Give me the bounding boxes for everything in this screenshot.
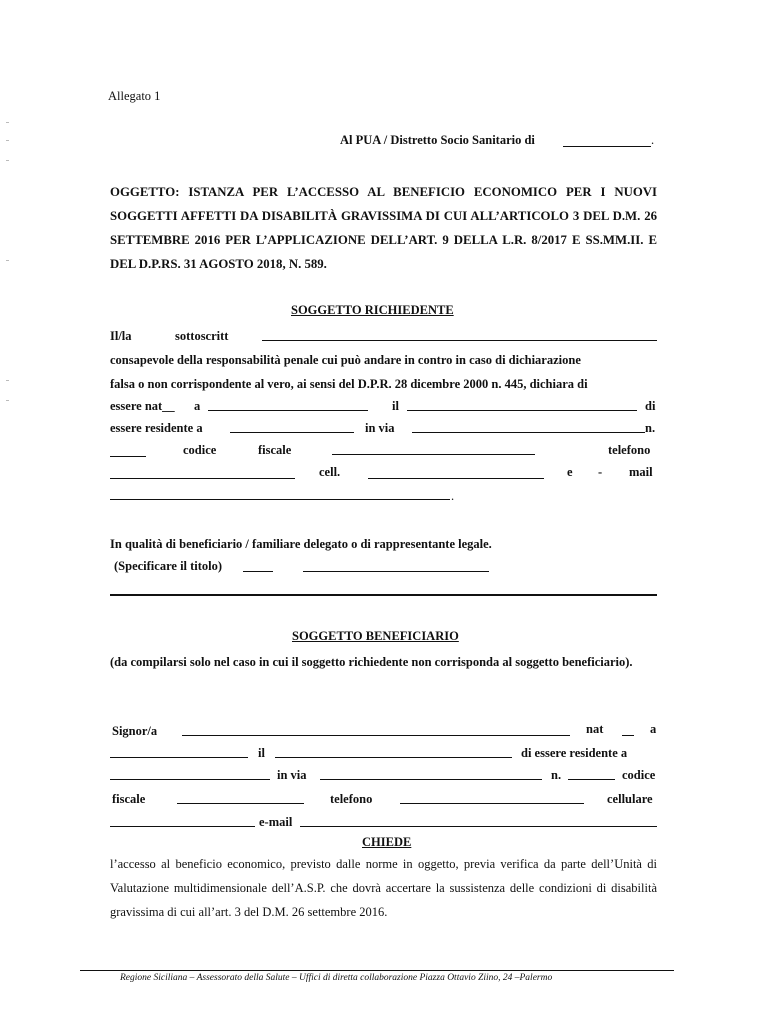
- richiedente-heading: SOGGETTO RICHIEDENTE: [291, 303, 454, 317]
- scan-mark: [6, 160, 9, 161]
- richiedente-line2: consapevole della responsabilità penale cui può andare in contro in caso di dichiarazione: [110, 353, 581, 367]
- subject: OGGETTO: ISTANZA PER L’ACCESSO AL BENEFICIO ECONOMICO PER I NUOVI SOGGETTI AFFETTI DA DISABILITÀ GRAVISSIMA DI CUI ALL’ARTICOLO 3 DEL D.M. 26 SETTEMBRE 2016 PER L’APPLICAZIONE DELL’ART. 9 DELLA L.R. 8/2017 E SS.MM.II. E DEL D.P.RS. 31 AGOSTO 2018, N. 589.: [110, 185, 657, 271]
- fiscal-code-field[interactable]: [332, 454, 535, 455]
- ila-label: Il/la: [110, 329, 132, 343]
- il-label: il: [392, 399, 399, 413]
- email-label: e-mail: [259, 815, 293, 829]
- in-via-label: in via: [365, 421, 395, 435]
- footer-rule: [80, 970, 674, 971]
- beneficiary-phone-field[interactable]: [400, 803, 584, 804]
- beneficiario-heading: SOGGETTO BENEFICIARIO: [292, 629, 459, 643]
- addressee-end: .: [651, 133, 655, 147]
- scan-mark: [6, 400, 9, 401]
- addressee: Al PUA / Distretto Socio Sanitario di: [340, 133, 535, 147]
- beneficiary-street-field[interactable]: [320, 779, 542, 780]
- richiedente-line3: falsa o non corrispondente al vero, ai sensi del D.P.R. 28 dicembre 2000 n. 445, dichiara di: [110, 377, 588, 391]
- addressee-field[interactable]: [563, 146, 651, 147]
- e-label: e: [567, 465, 573, 479]
- di-label: di: [645, 399, 656, 413]
- a-label-2: a: [650, 722, 657, 736]
- beneficiario-note: (da compilarsi solo nel caso in cui il soggetto richiedente non corrisponda al soggetto beneficiario).: [110, 655, 633, 669]
- birthdate-field[interactable]: [407, 410, 637, 411]
- scan-mark: [6, 260, 9, 261]
- beneficiary-fiscal-code-field[interactable]: [177, 803, 304, 804]
- scan-mark: [6, 122, 9, 123]
- beneficiary-name-field[interactable]: [182, 735, 570, 736]
- gender-field[interactable]: [622, 735, 634, 736]
- cell-field[interactable]: [368, 478, 544, 479]
- street-field[interactable]: [412, 432, 645, 433]
- beneficiary-cell-field[interactable]: [110, 826, 255, 827]
- qualita-line2: (Specificare il titolo): [114, 559, 223, 573]
- beneficiary-number-field[interactable]: [568, 779, 615, 780]
- chiede-heading: CHIEDE: [362, 835, 412, 849]
- beneficiary-email-field[interactable]: [300, 826, 657, 827]
- scan-mark: [6, 380, 9, 381]
- chiede-text: l’accesso al beneficio economico, previsto dalle norme in oggetto, previa verifica da parte dell’Unità di Valutazione multidimensionale dell’A.S.P. che dovrà accertare la sussistenza delle condizioni di disabilità gravissima di cui all’art. 3 del D.M. 26 settembre 2016.: [110, 857, 657, 919]
- cell-label: cell.: [319, 465, 341, 479]
- beneficiary-birthplace-field[interactable]: [110, 757, 248, 758]
- essere-nat-label: essere nat__: [110, 399, 175, 413]
- birthplace-field[interactable]: [208, 410, 368, 411]
- phone-field[interactable]: [110, 478, 295, 479]
- telefono-label: telefono: [608, 443, 651, 457]
- title-field-a[interactable]: [243, 571, 273, 572]
- beneficiary-birthdate-field[interactable]: [275, 757, 512, 758]
- sottoscritt-label: sottoscritt: [175, 329, 229, 343]
- il-label-2: il: [258, 746, 265, 760]
- nat-label: nat: [586, 722, 604, 736]
- fiscale-label-2: fiscale: [112, 792, 146, 806]
- a-label: a: [194, 399, 201, 413]
- fiscale-label: fiscale: [258, 443, 292, 457]
- mail-label: mail: [629, 465, 653, 479]
- number-field[interactable]: [110, 456, 146, 457]
- allegato-label: Allegato 1: [108, 89, 161, 103]
- footer-text: Regione Siciliana – Assessorato della Salute – Uffici di diretta collaborazione Piazza Ottavio Ziino, 24 –Palermo: [120, 973, 553, 983]
- name-field[interactable]: [262, 340, 657, 341]
- codice-label: codice: [183, 443, 217, 457]
- title-field-b[interactable]: [303, 571, 489, 572]
- email-end: .: [451, 489, 455, 503]
- codice-label-2: codice: [622, 768, 656, 782]
- qualita-line1: In qualità di beneficiario / familiare delegato o di rappresentante legale.: [110, 537, 492, 551]
- signora-label: Signor/a: [112, 724, 158, 738]
- scan-mark: [6, 140, 9, 141]
- section-divider: [110, 594, 657, 596]
- telefono-label-2: telefono: [330, 792, 373, 806]
- residence-city-field[interactable]: [230, 432, 354, 433]
- email-field[interactable]: [110, 499, 450, 500]
- n-label-2: n.: [551, 768, 562, 782]
- dash-label: -: [598, 465, 603, 479]
- beneficiary-city-field[interactable]: [110, 779, 270, 780]
- cellulare-label: cellulare: [607, 792, 653, 806]
- in-via-label-2: in via: [277, 768, 307, 782]
- residente-label-2: di essere residente a: [521, 746, 628, 760]
- residente-label: essere residente a: [110, 421, 203, 435]
- n-label: n.: [645, 421, 656, 435]
